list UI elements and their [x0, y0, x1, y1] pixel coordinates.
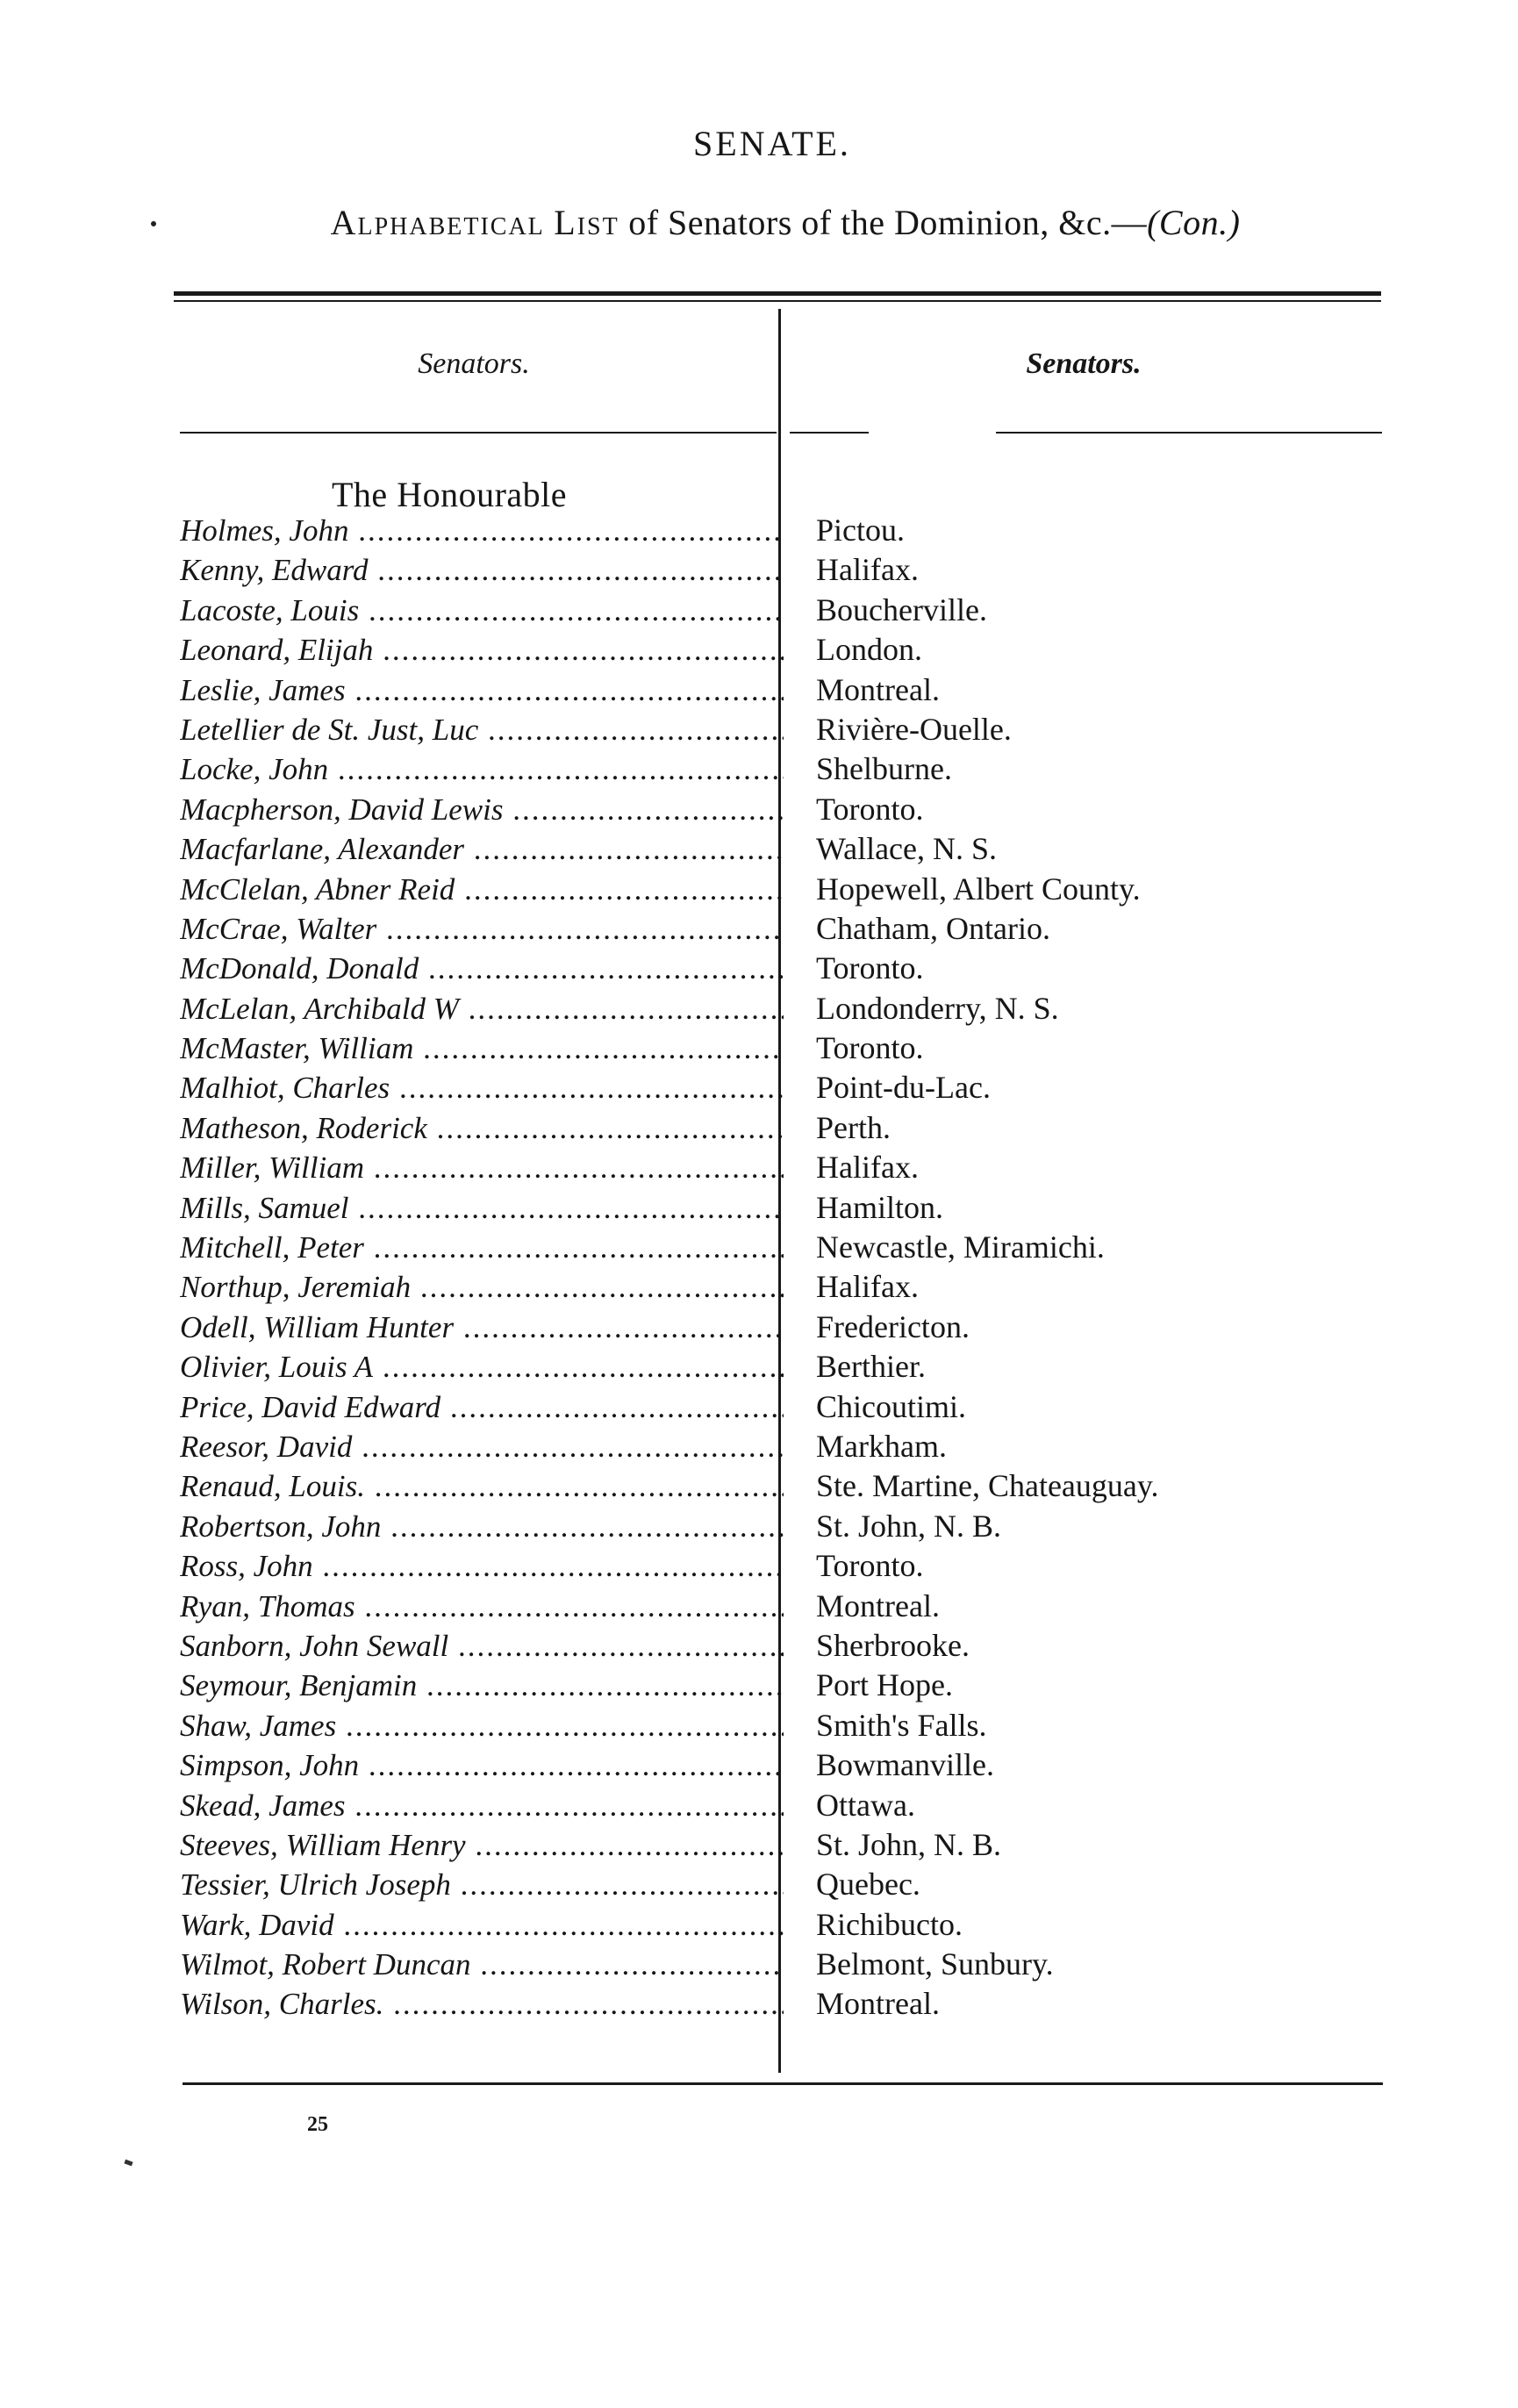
senator-name: Sanborn, John Sewall .....	[180, 1626, 784, 1666]
senator-name: Price, David Edward .....	[180, 1387, 784, 1427]
table-row	[0, 1507, 1518, 1546]
table-row	[0, 710, 1518, 749]
senator-place: Quebec.	[816, 1867, 920, 1903]
table-row	[0, 1905, 1518, 1945]
table-row	[0, 1786, 1518, 1825]
subtitle-continued: (Con.)	[1147, 203, 1241, 242]
senator-name: Seymour, Benjamin .....	[180, 1666, 784, 1705]
senator-name: Leslie, James .....	[180, 670, 784, 710]
senator-name: Robertson, John .....	[180, 1507, 784, 1546]
senators-list	[0, 511, 1518, 2025]
senator-name: McLelan, Archibald W .....	[180, 989, 784, 1028]
table-row	[0, 909, 1518, 949]
senator-name: Steeves, William Henry .....	[180, 1825, 784, 1865]
table-row	[0, 630, 1518, 670]
senator-name: McCrae, Walter .....	[180, 909, 784, 949]
senator-place: Berthier.	[816, 1349, 926, 1385]
senator-place: Smith's Falls.	[816, 1707, 987, 1743]
table-row	[0, 1228, 1518, 1267]
table-row	[0, 1945, 1518, 1984]
senator-name: Letellier de St. Just, Luc .....	[180, 710, 784, 749]
table-row	[0, 1865, 1518, 1904]
senator-name: Shaw, James .....	[180, 1706, 784, 1745]
table-row	[0, 1028, 1518, 1068]
senator-name: Leonard, Elijah .....	[180, 630, 784, 670]
senator-place: London.	[816, 632, 922, 668]
table-row	[0, 1546, 1518, 1586]
senator-name: Ross, John .....	[180, 1546, 784, 1586]
senator-name: Macfarlane, Alexander .....	[180, 829, 784, 869]
table-row	[0, 670, 1518, 710]
senator-name: Locke, John .....	[180, 749, 784, 789]
senator-place: Fredericton.	[816, 1308, 970, 1344]
table-row	[0, 591, 1518, 630]
senator-name: Matheson, Roderick .....	[180, 1108, 784, 1148]
subtitle-plain: of Senators of the Dominion, &c.—	[628, 203, 1148, 242]
senator-name: Wilmot, Robert Duncan .....	[180, 1945, 784, 1984]
table-row	[0, 1068, 1518, 1107]
senator-place: Rivière-Ouelle.	[816, 711, 1012, 747]
senator-name: Macpherson, David Lewis .....	[180, 790, 784, 829]
table-row	[0, 1466, 1518, 1506]
senator-place: Montreal.	[816, 1587, 940, 1623]
senator-place: Boucherville.	[816, 591, 987, 627]
table-row	[0, 1984, 1518, 2024]
table-row	[0, 1148, 1518, 1187]
senator-name: Ryan, Thomas .....	[180, 1587, 784, 1626]
senator-name: Mitchell, Peter .....	[180, 1228, 784, 1267]
senator-place: Montreal.	[816, 671, 940, 707]
senator-name: Simpson, John .....	[180, 1745, 784, 1785]
senator-name: McDonald, Donald .....	[180, 949, 784, 988]
page-title: SENATE.	[693, 124, 851, 163]
honourable-label: The Honourable	[332, 475, 568, 514]
table-row	[0, 1745, 1518, 1785]
page-number: 25	[307, 2113, 328, 2136]
table-row	[0, 1626, 1518, 1666]
senator-place: Halifax.	[816, 1150, 919, 1186]
senator-name: Kenny, Edward .....	[180, 550, 784, 590]
print-mark	[124, 2160, 132, 2167]
table-row	[0, 1188, 1518, 1228]
senator-place: Ste. Martine, Chateauguay.	[816, 1468, 1159, 1504]
table-row	[0, 1587, 1518, 1626]
senator-place: Shelburne.	[816, 751, 952, 787]
senator-place: Pictou.	[816, 512, 906, 548]
senator-name: Olivier, Louis A .....	[180, 1347, 784, 1387]
senator-place: Toronto.	[816, 1548, 924, 1584]
table-row	[0, 550, 1518, 590]
senator-name: Renaud, Louis. .....	[180, 1466, 784, 1506]
senator-place: Halifax.	[816, 1269, 919, 1305]
senator-name: Odell, William Hunter .....	[180, 1308, 784, 1347]
table-row	[0, 1387, 1518, 1427]
table-row	[0, 749, 1518, 789]
senator-place: Hamilton.	[816, 1189, 943, 1225]
table-row	[0, 870, 1518, 909]
senator-name: Wark, David .....	[180, 1905, 784, 1945]
table-row	[0, 511, 1518, 550]
left-column-header: Senators.	[418, 348, 530, 380]
senator-place: St. John, N. B.	[816, 1826, 1002, 1862]
senator-name: McMaster, William .....	[180, 1028, 784, 1068]
senator-place: Ottawa.	[816, 1787, 915, 1823]
senator-place: Sherbrooke.	[816, 1627, 970, 1663]
senator-name: Lacoste, Louis .....	[180, 591, 784, 630]
senator-place: Markham.	[816, 1428, 947, 1464]
senator-place: Chicoutimi.	[816, 1388, 966, 1424]
table-row	[0, 1825, 1518, 1865]
subtitle-smallcaps-2: List	[554, 203, 619, 242]
senator-name: McClelan, Abner Reid .....	[180, 870, 784, 909]
table-row	[0, 829, 1518, 869]
bottom-rule	[183, 2082, 1383, 2085]
senator-place: Montreal.	[816, 1986, 940, 2022]
senator-place: Toronto.	[816, 791, 924, 827]
senator-name: Tessier, Ulrich Joseph .....	[180, 1865, 784, 1904]
senator-place: Bowmanville.	[816, 1747, 994, 1783]
senator-place: Halifax.	[816, 552, 919, 588]
table-row	[0, 1267, 1518, 1307]
table-row	[0, 989, 1518, 1028]
senator-place: Toronto.	[816, 950, 924, 986]
senator-name: Wilson, Charles. .....	[180, 1984, 784, 2024]
right-header-rule-1	[790, 432, 869, 434]
senator-place: Belmont, Sunbury.	[816, 1946, 1054, 1982]
senator-place: Perth.	[816, 1109, 891, 1145]
top-double-rule	[174, 291, 1381, 296]
senator-place: Wallace, N. S.	[816, 831, 998, 867]
table-row	[0, 1347, 1518, 1387]
senator-name: Skead, James .....	[180, 1786, 784, 1825]
senator-name: Northup, Jeremiah .....	[180, 1267, 784, 1307]
table-row	[0, 1666, 1518, 1705]
senator-place: Toronto.	[816, 1030, 924, 1066]
senator-name: Miller, William .....	[180, 1148, 784, 1187]
subtitle-smallcaps-1: Alphabetical	[330, 203, 545, 242]
senator-place: Richibucto.	[816, 1906, 963, 1942]
table-row	[0, 1427, 1518, 1466]
senator-name: Mills, Samuel .....	[180, 1188, 784, 1228]
table-row	[0, 790, 1518, 829]
senator-name: Reesor, David .....	[180, 1427, 784, 1466]
senator-place: Port Hope.	[816, 1667, 953, 1703]
senator-place: Chatham, Ontario.	[816, 910, 1050, 946]
senator-place: Hopewell, Albert County.	[816, 871, 1141, 907]
right-header-rule-2	[996, 432, 1382, 434]
table-row	[0, 1308, 1518, 1347]
table-row	[0, 949, 1518, 988]
senator-place: Londonderry, N. S.	[816, 990, 1059, 1026]
senator-name: Malhiot, Charles .....	[180, 1068, 784, 1107]
senator-name: Holmes, John .....	[180, 511, 784, 550]
senator-place: Newcastle, Miramichi.	[816, 1229, 1105, 1265]
list-subtitle	[26, 202, 1518, 243]
table-row	[0, 1706, 1518, 1745]
senator-place: St. John, N. B.	[816, 1508, 1002, 1544]
left-header-rule	[180, 432, 777, 434]
top-rule-thin	[174, 300, 1381, 302]
table-row	[0, 1108, 1518, 1148]
senator-place: Point-du-Lac.	[816, 1070, 991, 1106]
right-column-header: Senators.	[1026, 348, 1142, 380]
